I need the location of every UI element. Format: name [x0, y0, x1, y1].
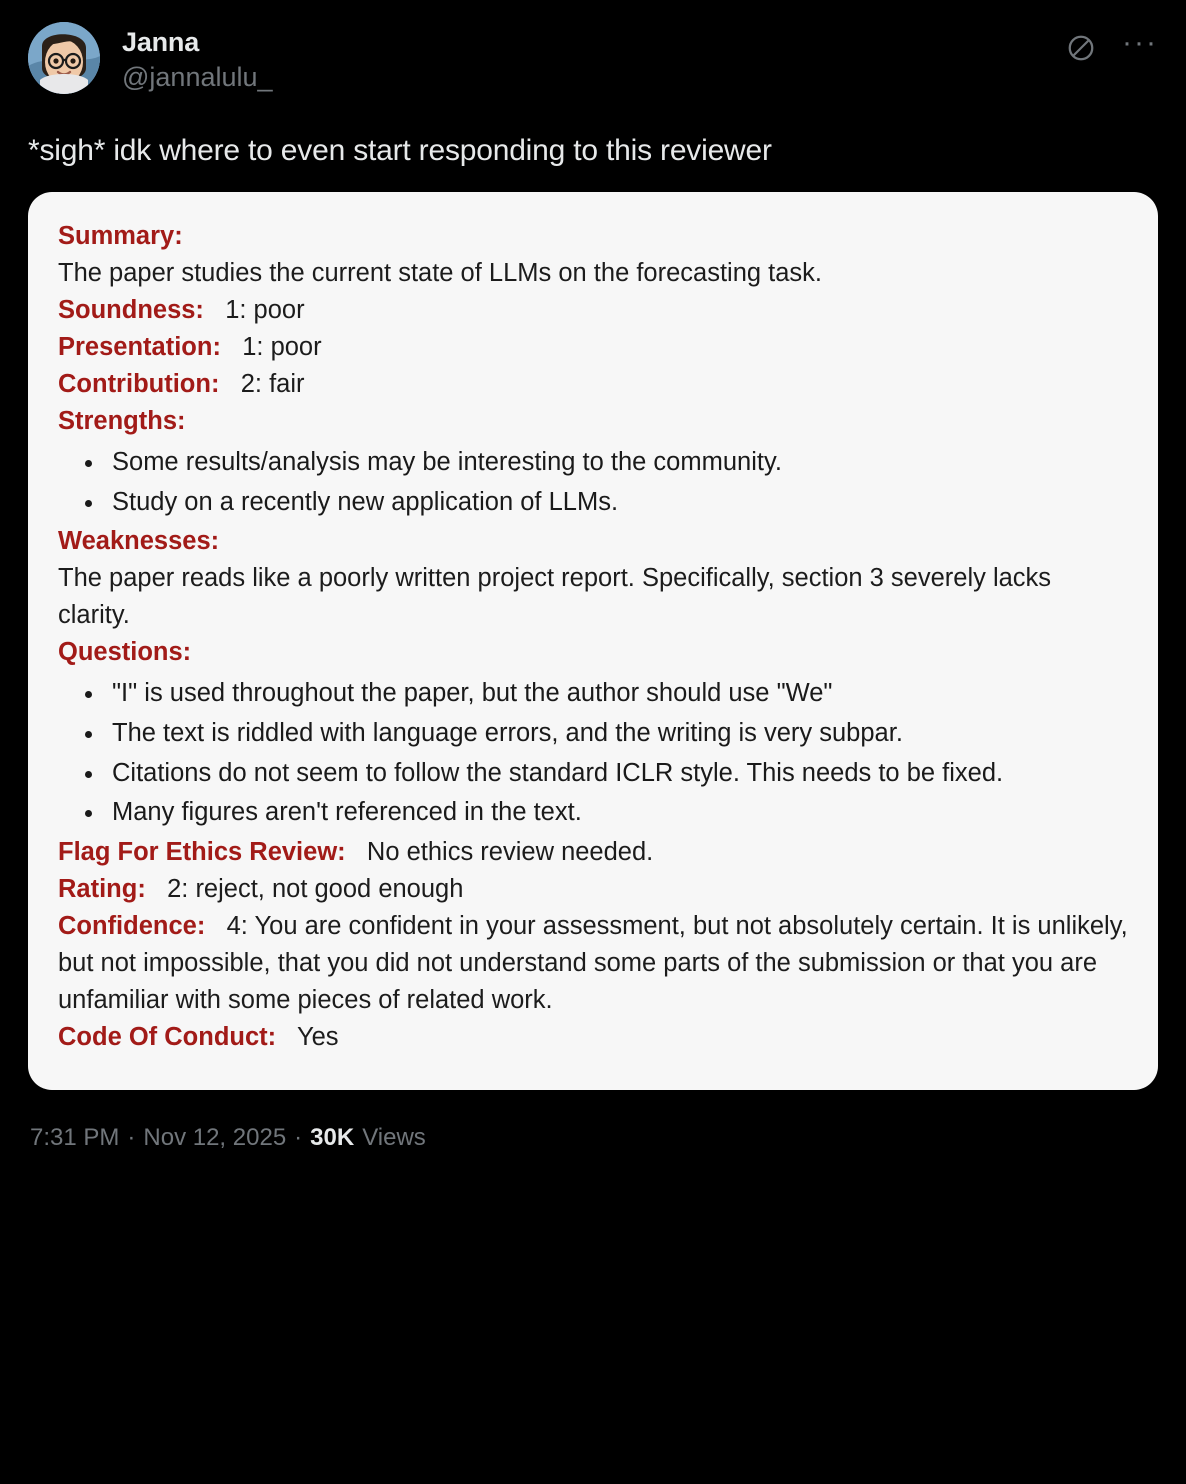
rating-row — [58, 871, 1128, 908]
footer-separator-2: · — [294, 1123, 303, 1151]
soundness-label: Soundness: — [58, 295, 204, 324]
views-label: Views — [362, 1123, 426, 1151]
list-item: • Many figures aren't referenced in the text. — [106, 794, 1128, 832]
rating-label: Rating: — [58, 875, 146, 904]
soundness-value: 1: poor — [225, 295, 305, 324]
contribution-label: Contribution: — [58, 369, 220, 398]
strengths-label — [58, 403, 1128, 440]
contribution-value: 2: fair — [240, 369, 305, 398]
rating-value: 2: reject, not good enough — [167, 875, 464, 904]
footer-separator-1: · — [127, 1123, 136, 1151]
user-identity — [122, 22, 273, 95]
questions-label-text: Questions: — [58, 638, 192, 667]
presentation-label: Presentation: — [58, 332, 221, 361]
tweet-time: 7:31 PM — [30, 1123, 120, 1151]
contribution-row — [58, 366, 1128, 403]
tweet-header — [28, 22, 1158, 95]
list-item: • The text is riddled with language errors, and the writing is very subpar. — [106, 715, 1128, 753]
more-options-icon[interactable]: ··· — [1122, 26, 1158, 59]
confidence-row — [58, 908, 1128, 1019]
ethics-value: No ethics review needed. — [366, 838, 654, 867]
conduct-row — [58, 1019, 1128, 1056]
soundness-row — [58, 292, 1128, 329]
views-count: 30K — [310, 1123, 355, 1151]
conduct-label: Code Of Conduct: — [58, 1022, 277, 1051]
presentation-row — [58, 329, 1128, 366]
tweet-text: *sigh* idk where to even start responding to this reviewer — [28, 134, 772, 168]
weaknesses-label — [58, 523, 1128, 560]
tweet-footer — [30, 1124, 1158, 1182]
list-item: • Citations do not seem to follow the standard ICLR style. This needs to be fixed. — [106, 755, 1128, 793]
header-actions — [1066, 28, 1158, 68]
list-item: • Some results/analysis may be interesting to the community. — [106, 444, 1128, 482]
avatar[interactable] — [28, 22, 100, 94]
avatar-illustration — [28, 22, 100, 94]
confidence-value: 4: You are confident in your assessment, but not absolutely certain. It is unlikely, but not impossible, that you did not understand some parts of the submission or that you are unfamiliar with some pieces of related work. — [58, 912, 1128, 1014]
user-handle: @jannalulu_ — [122, 62, 273, 93]
questions-list — [58, 675, 1128, 832]
strengths-list — [58, 444, 1128, 521]
tweet-date: Nov 12, 2025 — [143, 1123, 287, 1151]
confidence-label: Confidence: — [58, 912, 206, 941]
presentation-value: 1: poor — [242, 332, 322, 361]
display-name: Janna — [122, 27, 200, 57]
list-item: • Study on a recently new application of LLMs. — [106, 484, 1128, 522]
ethics-row — [58, 834, 1128, 871]
not-interested-icon[interactable] — [1066, 33, 1096, 63]
weaknesses-label-text: Weaknesses: — [58, 527, 220, 556]
summary-text: The paper studies the current state of LLMs on the forecasting task. — [58, 258, 823, 287]
review-screenshot-card[interactable] — [28, 192, 1158, 1090]
strengths-label-text: Strengths: — [58, 406, 186, 435]
weaknesses-text: The paper reads like a poorly written project report. Specifically, section 3 severely lacks clarity. — [58, 564, 1052, 630]
list-item: • "I" is used throughout the paper, but the author should use "We" — [106, 675, 1128, 713]
questions-label — [58, 634, 1128, 671]
summary-label-text: Summary: — [58, 221, 183, 250]
ethics-label: Flag For Ethics Review: — [58, 838, 346, 867]
conduct-value: Yes — [296, 1022, 339, 1051]
summary-label — [58, 218, 1128, 255]
